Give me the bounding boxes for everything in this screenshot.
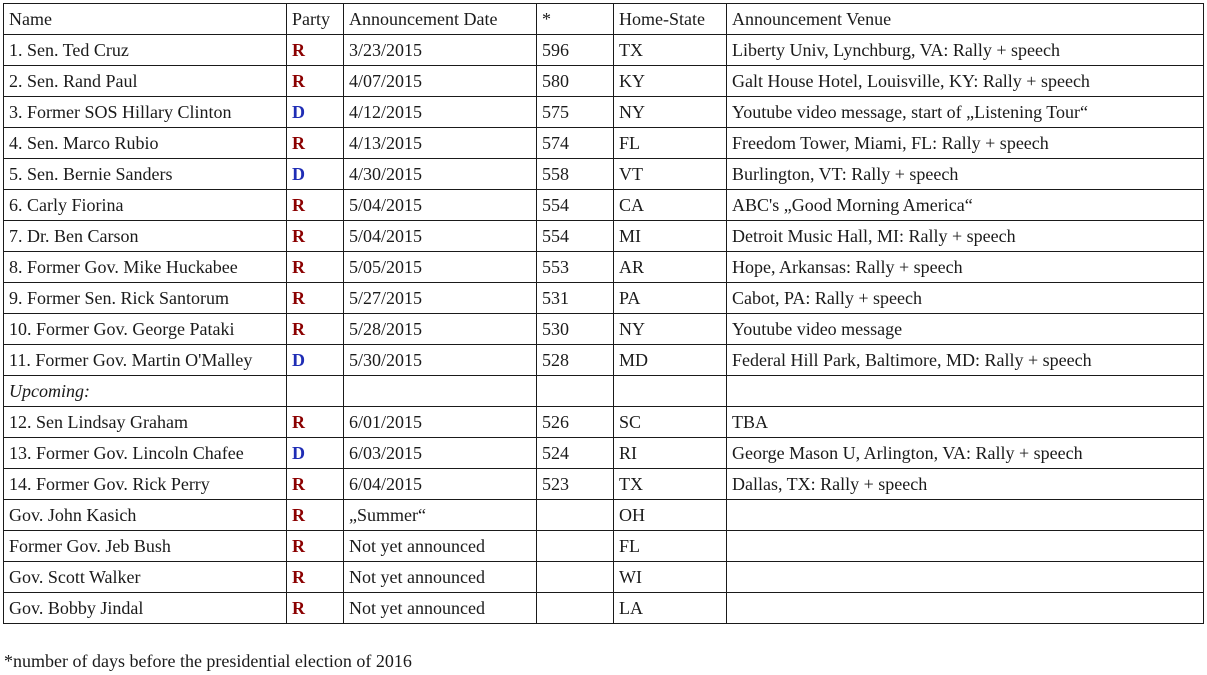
cell-name: 12. Sen Lindsay Graham bbox=[4, 407, 287, 438]
table-row bbox=[4, 407, 1204, 438]
upcoming-row bbox=[4, 376, 1204, 407]
cell-days: 575 bbox=[537, 97, 614, 128]
cell-venue: Burlington, VT: Rally + speech bbox=[727, 159, 1204, 190]
cell-venue: Liberty Univ, Lynchburg, VA: Rally + speech bbox=[727, 35, 1204, 66]
cell-name: 7. Dr. Ben Carson bbox=[4, 221, 287, 252]
cell-state: VT bbox=[614, 159, 727, 190]
table-row bbox=[4, 469, 1204, 500]
table-row bbox=[4, 221, 1204, 252]
cell-venue bbox=[727, 531, 1204, 562]
candidates-table bbox=[3, 3, 1204, 624]
upcoming-empty-cell bbox=[727, 376, 1204, 407]
cell-name: 9. Former Sen. Rick Santorum bbox=[4, 283, 287, 314]
cell-state: LA bbox=[614, 593, 727, 624]
cell-days bbox=[537, 562, 614, 593]
cell-name: 1. Sen. Ted Cruz bbox=[4, 35, 287, 66]
header-row bbox=[4, 4, 1204, 35]
header-name: Name bbox=[4, 4, 287, 35]
cell-date: 4/12/2015 bbox=[344, 97, 537, 128]
upcoming-label: Upcoming: bbox=[4, 376, 287, 407]
header-party: Party bbox=[287, 4, 344, 35]
cell-venue bbox=[727, 500, 1204, 531]
cell-date: Not yet announced bbox=[344, 531, 537, 562]
cell-party: R bbox=[287, 562, 344, 593]
upcoming-empty-cell bbox=[344, 376, 537, 407]
cell-name: 4. Sen. Marco Rubio bbox=[4, 128, 287, 159]
cell-party: D bbox=[287, 438, 344, 469]
cell-days: 574 bbox=[537, 128, 614, 159]
cell-date: 5/04/2015 bbox=[344, 221, 537, 252]
cell-name: 8. Former Gov. Mike Huckabee bbox=[4, 252, 287, 283]
cell-days: 523 bbox=[537, 469, 614, 500]
header-days: * bbox=[537, 4, 614, 35]
cell-party: R bbox=[287, 128, 344, 159]
table-row bbox=[4, 66, 1204, 97]
cell-name: 14. Former Gov. Rick Perry bbox=[4, 469, 287, 500]
cell-venue: TBA bbox=[727, 407, 1204, 438]
table-row bbox=[4, 438, 1204, 469]
table-row bbox=[4, 531, 1204, 562]
cell-party: R bbox=[287, 221, 344, 252]
cell-name: 13. Former Gov. Lincoln Chafee bbox=[4, 438, 287, 469]
cell-state: AR bbox=[614, 252, 727, 283]
cell-venue: Hope, Arkansas: Rally + speech bbox=[727, 252, 1204, 283]
cell-days: 528 bbox=[537, 345, 614, 376]
cell-venue: Freedom Tower, Miami, FL: Rally + speech bbox=[727, 128, 1204, 159]
cell-name: 10. Former Gov. George Pataki bbox=[4, 314, 287, 345]
cell-party: R bbox=[287, 66, 344, 97]
table-row bbox=[4, 190, 1204, 221]
cell-name: 11. Former Gov. Martin O'Malley bbox=[4, 345, 287, 376]
cell-state: OH bbox=[614, 500, 727, 531]
cell-venue: ABC's „Good Morning America“ bbox=[727, 190, 1204, 221]
cell-party: R bbox=[287, 407, 344, 438]
table-row bbox=[4, 97, 1204, 128]
cell-party: R bbox=[287, 283, 344, 314]
cell-date: 3/23/2015 bbox=[344, 35, 537, 66]
table-row bbox=[4, 562, 1204, 593]
table-row bbox=[4, 159, 1204, 190]
cell-party: D bbox=[287, 345, 344, 376]
cell-venue: Federal Hill Park, Baltimore, MD: Rally + speech bbox=[727, 345, 1204, 376]
cell-state: PA bbox=[614, 283, 727, 314]
cell-date: 4/13/2015 bbox=[344, 128, 537, 159]
cell-party: R bbox=[287, 531, 344, 562]
cell-state: WI bbox=[614, 562, 727, 593]
table-row bbox=[4, 314, 1204, 345]
cell-days: 526 bbox=[537, 407, 614, 438]
cell-party: R bbox=[287, 593, 344, 624]
table-row bbox=[4, 35, 1204, 66]
cell-date: „Summer“ bbox=[344, 500, 537, 531]
cell-state: KY bbox=[614, 66, 727, 97]
header-date: Announcement Date bbox=[344, 4, 537, 35]
cell-date: 6/04/2015 bbox=[344, 469, 537, 500]
cell-party: R bbox=[287, 469, 344, 500]
cell-date: Not yet announced bbox=[344, 562, 537, 593]
cell-state: TX bbox=[614, 35, 727, 66]
cell-name: 3. Former SOS Hillary Clinton bbox=[4, 97, 287, 128]
cell-venue: Galt House Hotel, Louisville, KY: Rally + speech bbox=[727, 66, 1204, 97]
cell-state: NY bbox=[614, 314, 727, 345]
cell-name: Gov. John Kasich bbox=[4, 500, 287, 531]
cell-party: R bbox=[287, 252, 344, 283]
cell-party: R bbox=[287, 190, 344, 221]
cell-date: 5/30/2015 bbox=[344, 345, 537, 376]
cell-days: 530 bbox=[537, 314, 614, 345]
cell-state: TX bbox=[614, 469, 727, 500]
cell-date: 5/05/2015 bbox=[344, 252, 537, 283]
cell-name: Former Gov. Jeb Bush bbox=[4, 531, 287, 562]
cell-state: RI bbox=[614, 438, 727, 469]
cell-date: 5/28/2015 bbox=[344, 314, 537, 345]
cell-state: CA bbox=[614, 190, 727, 221]
upcoming-empty-cell bbox=[614, 376, 727, 407]
cell-days: 553 bbox=[537, 252, 614, 283]
cell-date: Not yet announced bbox=[344, 593, 537, 624]
table-row bbox=[4, 252, 1204, 283]
cell-venue: Youtube video message, start of „Listening Tour“ bbox=[727, 97, 1204, 128]
upcoming-section bbox=[4, 376, 1204, 407]
cell-party: D bbox=[287, 97, 344, 128]
table-row bbox=[4, 500, 1204, 531]
cell-state: MD bbox=[614, 345, 727, 376]
table-row bbox=[4, 593, 1204, 624]
cell-days: 596 bbox=[537, 35, 614, 66]
cell-date: 4/30/2015 bbox=[344, 159, 537, 190]
upcoming-empty-cell bbox=[287, 376, 344, 407]
cell-date: 6/03/2015 bbox=[344, 438, 537, 469]
cell-days bbox=[537, 500, 614, 531]
cell-party: D bbox=[287, 159, 344, 190]
cell-state: SC bbox=[614, 407, 727, 438]
table-row bbox=[4, 283, 1204, 314]
cell-days bbox=[537, 531, 614, 562]
cell-name: Gov. Bobby Jindal bbox=[4, 593, 287, 624]
cell-venue: Dallas, TX: Rally + speech bbox=[727, 469, 1204, 500]
cell-venue: Detroit Music Hall, MI: Rally + speech bbox=[727, 221, 1204, 252]
cell-party: R bbox=[287, 314, 344, 345]
cell-name: Gov. Scott Walker bbox=[4, 562, 287, 593]
upcoming-rows bbox=[4, 407, 1204, 624]
footnote: *number of days before the presidential election of 2016 bbox=[4, 651, 412, 671]
header-state: Home-State bbox=[614, 4, 727, 35]
table-row bbox=[4, 345, 1204, 376]
cell-date: 6/01/2015 bbox=[344, 407, 537, 438]
cell-party: R bbox=[287, 500, 344, 531]
cell-date: 5/27/2015 bbox=[344, 283, 537, 314]
cell-name: 6. Carly Fiorina bbox=[4, 190, 287, 221]
cell-days: 554 bbox=[537, 190, 614, 221]
cell-state: NY bbox=[614, 97, 727, 128]
cell-days: 524 bbox=[537, 438, 614, 469]
cell-state: FL bbox=[614, 128, 727, 159]
cell-date: 4/07/2015 bbox=[344, 66, 537, 97]
cell-venue: Cabot, PA: Rally + speech bbox=[727, 283, 1204, 314]
cell-venue: Youtube video message bbox=[727, 314, 1204, 345]
cell-venue: George Mason U, Arlington, VA: Rally + speech bbox=[727, 438, 1204, 469]
cell-days: 531 bbox=[537, 283, 614, 314]
announced-rows bbox=[4, 35, 1204, 376]
table-row bbox=[4, 128, 1204, 159]
cell-state: MI bbox=[614, 221, 727, 252]
cell-state: FL bbox=[614, 531, 727, 562]
cell-days: 554 bbox=[537, 221, 614, 252]
cell-venue bbox=[727, 562, 1204, 593]
header-venue: Announcement Venue bbox=[727, 4, 1204, 35]
cell-party: R bbox=[287, 35, 344, 66]
cell-name: 5. Sen. Bernie Sanders bbox=[4, 159, 287, 190]
cell-days bbox=[537, 593, 614, 624]
upcoming-empty-cell bbox=[537, 376, 614, 407]
cell-days: 558 bbox=[537, 159, 614, 190]
cell-days: 580 bbox=[537, 66, 614, 97]
cell-date: 5/04/2015 bbox=[344, 190, 537, 221]
cell-name: 2. Sen. Rand Paul bbox=[4, 66, 287, 97]
cell-venue bbox=[727, 593, 1204, 624]
